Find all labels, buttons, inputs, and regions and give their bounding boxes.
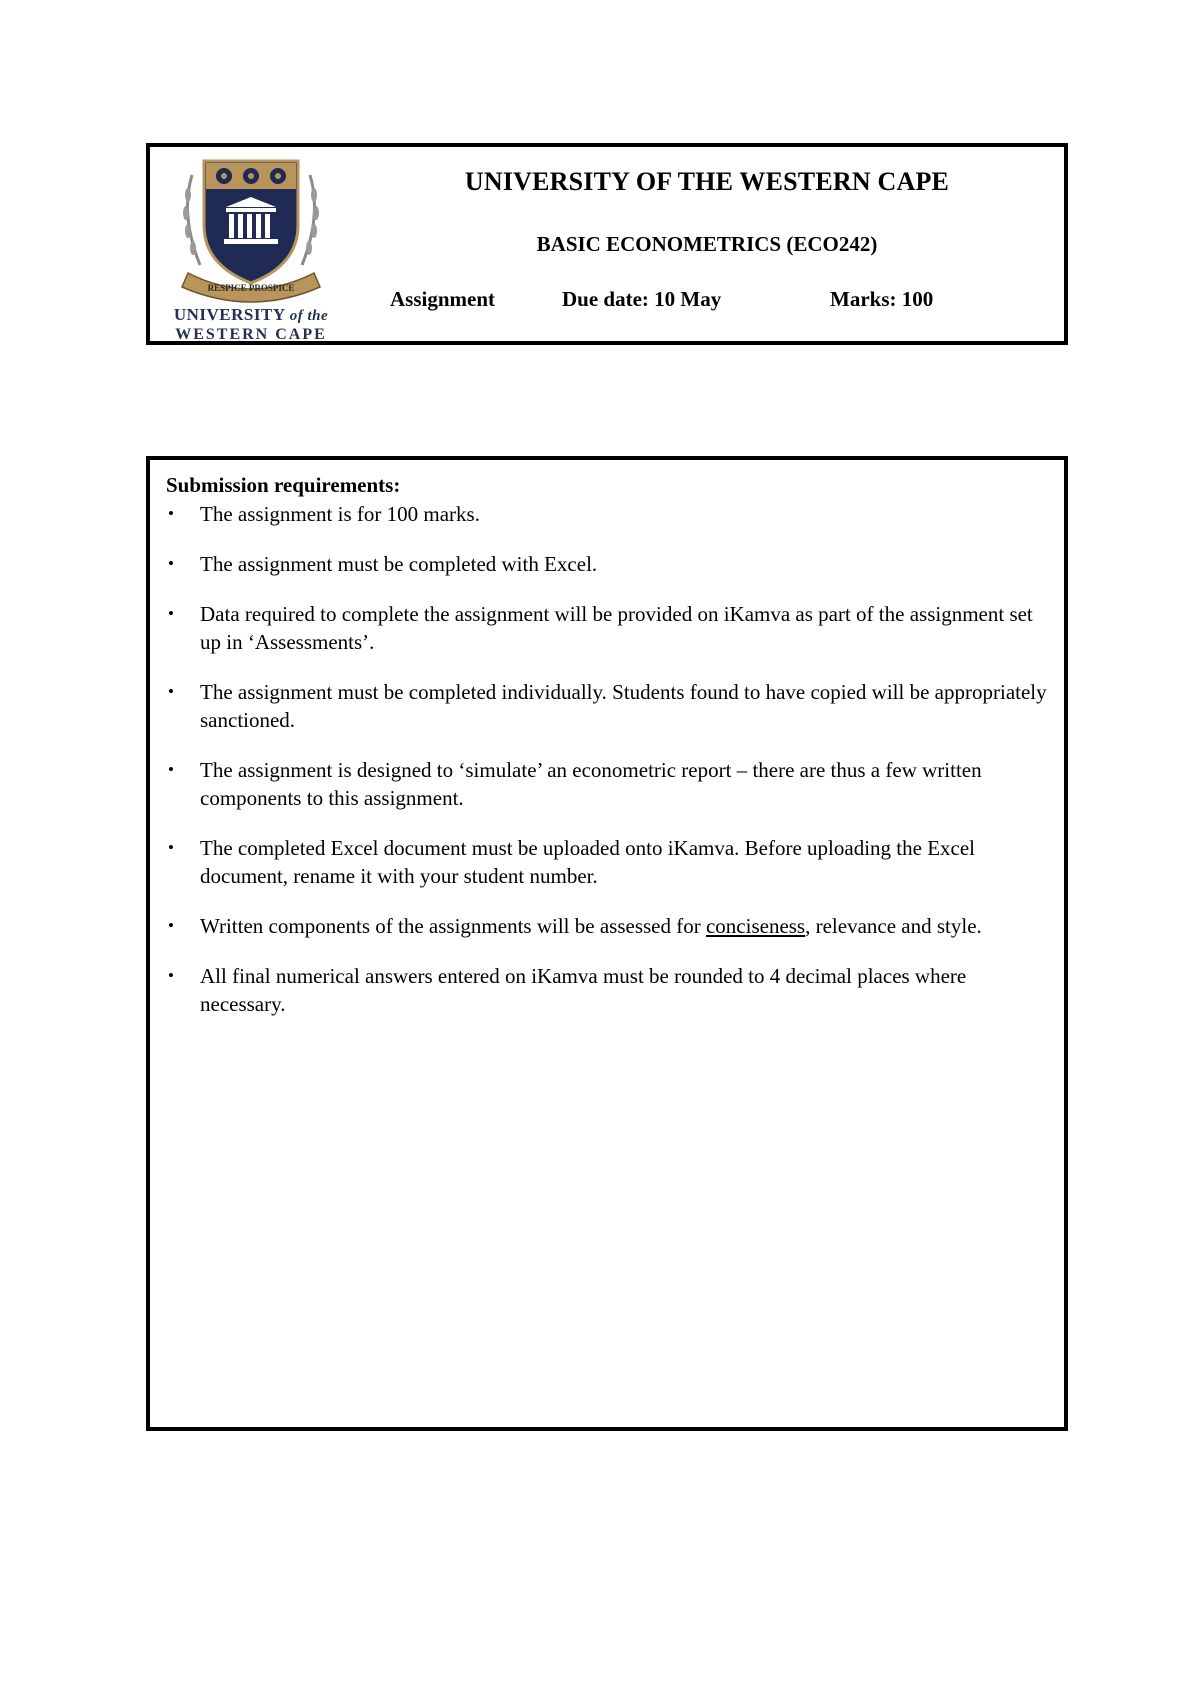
bullet-icon: • <box>168 838 174 857</box>
svg-text:RESPICE PROSPICE: RESPICE PROSPICE <box>207 283 295 293</box>
due-date: Due date: 10 May <box>562 287 722 311</box>
list-item: • Written components of the assignments will be assessed for conciseness, relevance and style. <box>168 914 982 938</box>
bullet-icon: • <box>168 554 174 573</box>
requirements-list <box>166 500 1050 1018</box>
logo-text-line2: WESTERN CAPE <box>175 326 327 343</box>
university-logo <box>170 155 332 343</box>
bullet-icon: • <box>168 504 174 523</box>
list-item: • Data required to complete the assignment will be provided on iKamva as part of the assignment set up in ‘Assessments’. <box>168 602 1033 654</box>
list-item: • All final numerical answers entered on iKamva must be rounded to 4 decimal places where necessary. <box>168 964 967 1016</box>
bullet-icon: • <box>168 682 174 701</box>
assignment-label: Assignment <box>390 287 496 311</box>
header-box <box>146 143 1068 345</box>
list-item: • The assignment must be completed with Excel. <box>168 552 598 576</box>
list-item: • The completed Excel document must be uploaded onto iKamva. Before uploading the Excel document, rename it with your student number. <box>168 836 976 888</box>
marks: Marks: 100 <box>830 287 934 311</box>
bullet-icon: • <box>168 604 174 623</box>
course-title: BASIC ECONOMETRICS (ECO242) <box>536 232 878 256</box>
list-item: • The assignment is designed to ‘simulate’ an econometric report – there are thus a few written components to this assignment. <box>168 758 982 810</box>
bullet-icon: • <box>168 760 174 779</box>
list-item: • The assignment is for 100 marks. <box>168 502 480 526</box>
requirements-heading: Submission requirements: <box>166 473 401 497</box>
logo-text-line1: UNIVERSITY of the <box>173 305 329 324</box>
bullet-icon: • <box>168 916 174 935</box>
crest-icon <box>170 155 332 305</box>
requirements-box <box>146 456 1068 1431</box>
underlined-word: conciseness <box>705 914 806 938</box>
university-title: UNIVERSITY OF THE WESTERN CAPE <box>464 167 950 196</box>
bullet-icon: • <box>168 966 174 985</box>
list-item: • The assignment must be completed individually. Students found to have copied will be appropriately sanctioned. <box>168 680 1047 732</box>
